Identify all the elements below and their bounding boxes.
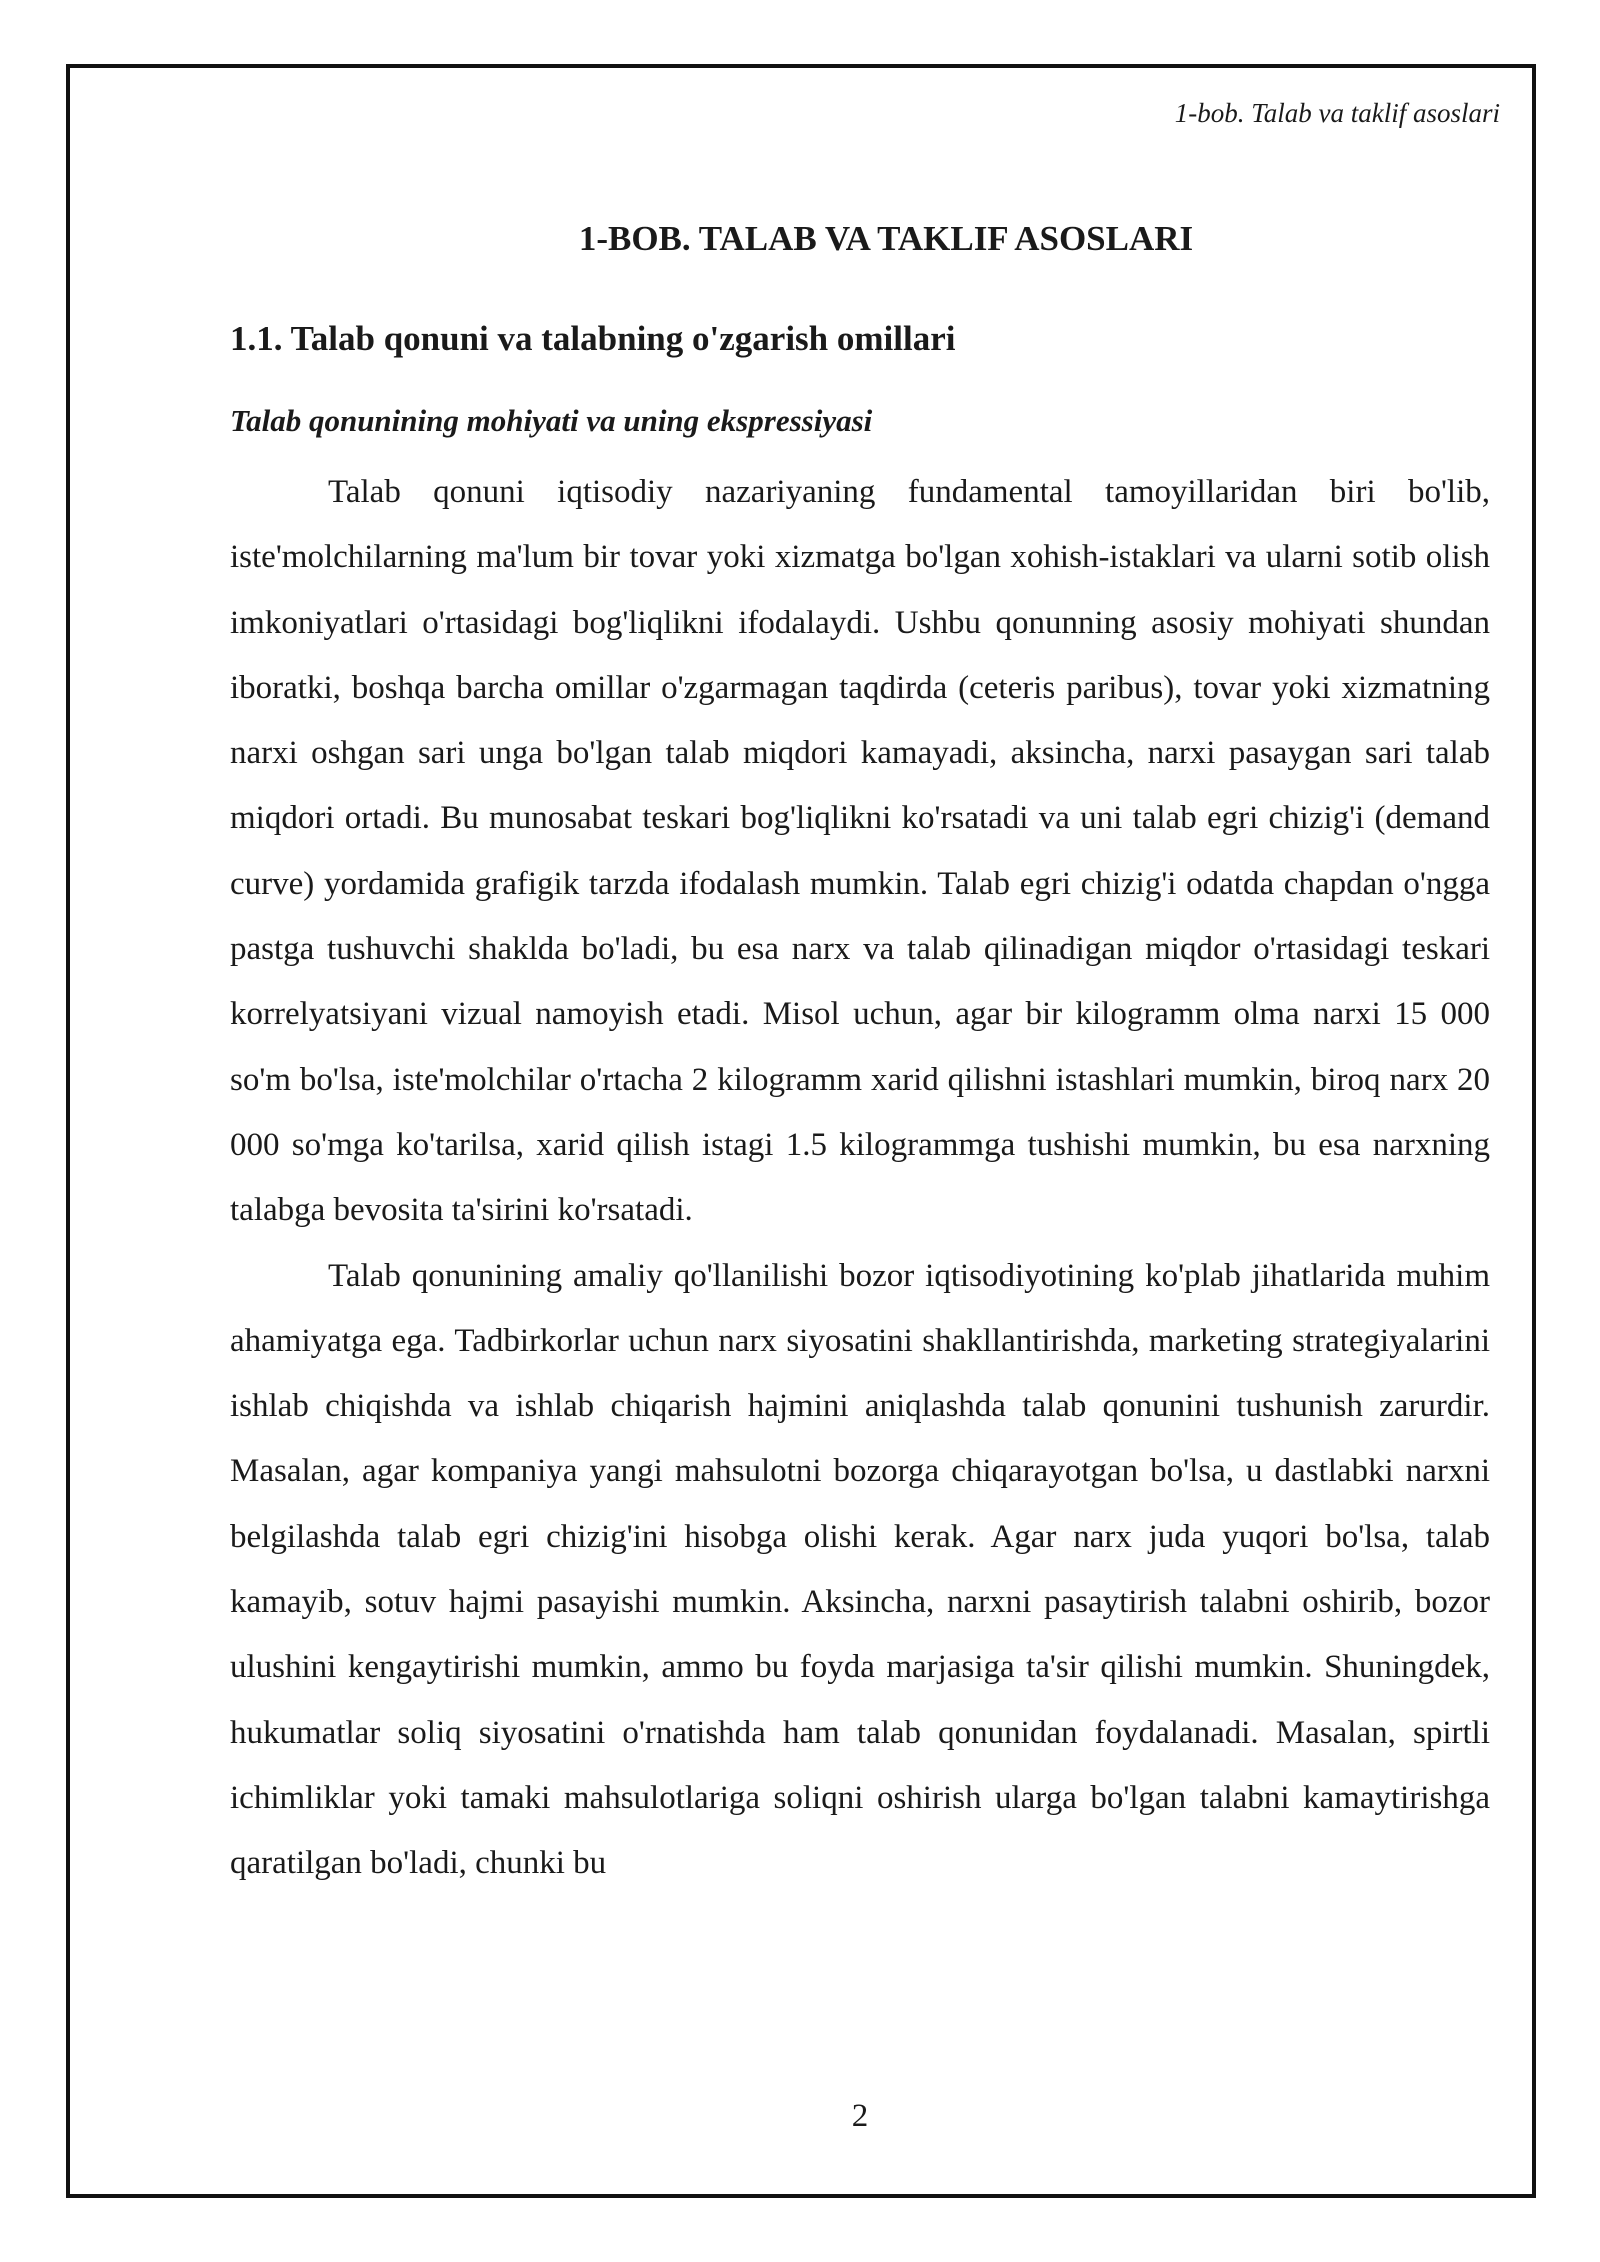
subsection-title: Talab qonunining mohiyati va uning ekspressiyasi bbox=[230, 403, 873, 438]
running-header: 1-bob. Talab va taklif asoslari bbox=[1174, 98, 1500, 128]
body-paragraph: Talab qonunining amaliy qo'llanilishi bozor iqtisodiyotining ko'plab jihatlarida muhim ahamiyatga ega. Tadbirkorlar uchun narx siyosatini shakllantirishda, marketing strategiyalarini ishlab chiqishda va ishlab chiqarish hajmini aniqlashda talab qonunini tushunish zarurdir. Masalan, agar kompaniya yangi mahsulotni bozorga chiqarayotgan bo'lsa, u dastlabki narxni belgilashda talab egri chizig'ini hisobga olishi kerak. Agar narx juda yuqori bo'lsa, talab kamayib, sotuv hajmi pasayishi mumkin. Aksincha, narxni pasaytirish talabni oshirib, bozor ulushini kengaytirishi mumkin, ammo bu foyda marjasiga ta'sir qilishi mumkin. Shuningdek, hukumatlar soliq siyosatini o'rnatishda ham talab qonunidan foydalanadi. Masalan, spirtli ichimliklar yoki tamaki mahsulotlariga soliqni oshirish ularga bo'lgan talabni kamaytirishga qaratilgan bo'ladi, chunki bu bbox=[230, 1257, 1490, 1882]
chapter-title: 1-BOB. TALAB VA TAKLIF ASOSLARI bbox=[578, 219, 1194, 258]
body-paragraph: Talab qonuni iqtisodiy nazariyaning fundamental tamoyillaridan biri bo'lib, iste'molchilarning ma'lum bir tovar yoki xizmatga bo'lgan xohish-istaklari va ularni sotib olish imkoniyatlari o'rtasidagi bog'liqlikni ifodalaydi. Ushbu qonunning asosiy mohiyati shundan iboratki, boshqa barcha omillar o'zgarmagan taqdirda (ceteris paribus), tovar yoki xizmatning narxi oshgan sari unga bo'lgan talab miqdori kamayadi, aksincha, narxi pasaygan sari talab miqdori ortadi. Bu munosabat teskari bog'liqlikni ko'rsatadi va uni talab egri chizig'i (demand curve) yordamida grafigik tarzda ifodalash mumkin. Talab egri chizig'i odatda chapdan o'ngga pastga tushuvchi shaklda bo'ladi, bu esa narx va talab qilinadigan miqdor o'rtasidagi teskari korrelyatsiyani vizual namoyish etadi. Misol uchun, agar bir kilogramm olma narxi 15 000 so'm bo'lsa, iste'molchilar o'rtacha 2 kilogramm xarid qilishni istashlari mumkin, biroq narx 20 000 so'mga ko'tarilsa, xarid qilish istagi 1.5 kilogrammga tushishi mumkin, bu esa narxning talabga bevosita ta'sirini ko'rsatadi. bbox=[230, 474, 1490, 1229]
page-number: 2 bbox=[851, 2098, 869, 2134]
page-content bbox=[230, 210, 1490, 1897]
section-title: 1.1. Talab qonuni va talabning o'zgarish omillari bbox=[230, 319, 956, 358]
